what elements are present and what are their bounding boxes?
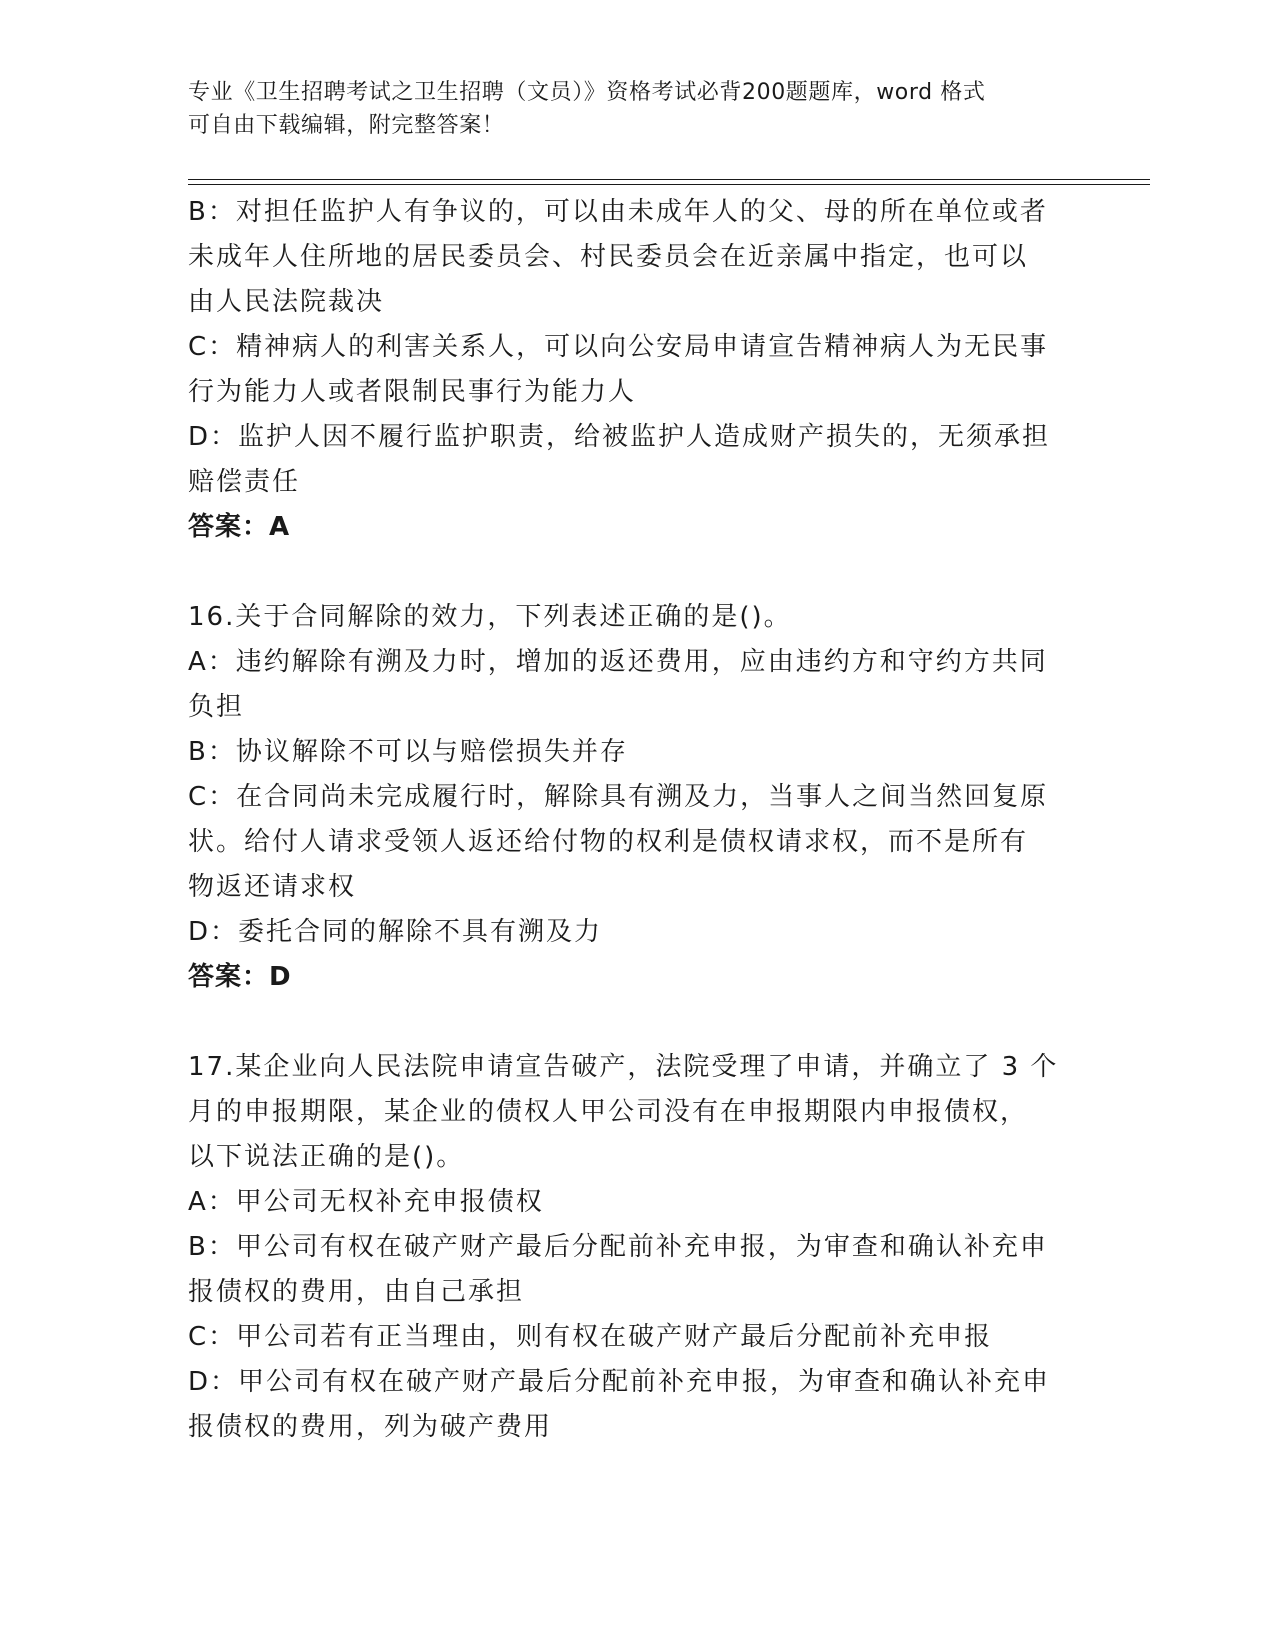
- text-line: 报债权的费用，由自己承担: [188, 1277, 525, 1307]
- text-line: 赔偿责任: [188, 467, 301, 497]
- continued-option-b: [188, 190, 1088, 325]
- text-line: 由人民法院裁决: [188, 287, 385, 317]
- question-content: [188, 190, 1088, 1450]
- option-d: [188, 1360, 1088, 1450]
- question-stem: 月的申报期限，某企业的债权人甲公司没有在申报期限内申报债权，: [188, 1097, 1029, 1127]
- text-line: 报债权的费用，列为破产费用: [188, 1412, 553, 1442]
- spacer: [188, 1000, 1088, 1045]
- option-b: [188, 730, 1088, 775]
- text-line: 负担: [188, 692, 245, 722]
- text-line: 未成年人住所地的居民委员会、村民委员会在近亲属中指定，也可以: [188, 242, 1029, 272]
- text-line: C：在合同尚未完成履行时，解除具有溯及力，当事人之间当然回复原: [188, 782, 1049, 812]
- text-line: 行为能力人或者限制民事行为能力人: [188, 377, 637, 407]
- text-line: D：委托合同的解除不具有溯及力: [188, 917, 603, 947]
- text-line: A：甲公司无权补充申报债权: [188, 1187, 544, 1217]
- option-a: [188, 640, 1088, 730]
- question-17: [188, 1045, 1088, 1450]
- text-line: C：甲公司若有正当理由，则有权在破产财产最后分配前补充申报: [188, 1322, 993, 1352]
- option-d: [188, 910, 1088, 955]
- spacer: [188, 550, 1088, 595]
- continued-option-d: [188, 415, 1088, 505]
- header-rule-top: [188, 179, 1150, 180]
- text-line: B：协议解除不可以与赔偿损失并存: [188, 737, 628, 767]
- question-stem: 17.某企业向人民法院申请宣告破产，法院受理了申请，并确立了 3 个: [188, 1052, 1059, 1082]
- question-stem: 以下说法正确的是()。: [188, 1142, 465, 1172]
- text-line: D：甲公司有权在破产财产最后分配前补充申报，为审查和确认补充申: [188, 1367, 1051, 1397]
- question-16: [188, 595, 1088, 1000]
- text-line: D：监护人因不履行监护职责，给被监护人造成财产损失的，无须承担: [188, 422, 1051, 452]
- option-c: [188, 775, 1088, 910]
- header-line-1: 专业《卫生招聘考试之卫生招聘（文员）》资格考试必背200题题库，word 格式: [188, 80, 986, 105]
- option-b: [188, 1225, 1088, 1315]
- text-line: A：违约解除有溯及力时，增加的返还费用，应由违约方和守约方共同: [188, 647, 1048, 677]
- option-c: [188, 1315, 1088, 1360]
- header-rule-bottom: [188, 184, 1150, 185]
- answer-line: 答案：D: [188, 962, 292, 992]
- question-stem: 16.关于合同解除的效力，下列表述正确的是()。: [188, 602, 792, 632]
- text-line: 状。给付人请求受领人返还给付物的权利是债权请求权，而不是所有: [188, 827, 1029, 857]
- text-line: C：精神病人的利害关系人，可以向公安局申请宣告精神病人为无民事: [188, 332, 1049, 362]
- header-line-2: 可自由下载编辑，附完整答案！: [188, 113, 505, 138]
- text-line: B：甲公司有权在破产财产最后分配前补充申报，为审查和确认补充申: [188, 1232, 1048, 1262]
- continued-option-c: [188, 325, 1088, 415]
- text-line: B：对担任监护人有争议的，可以由未成年人的父、母的所在单位或者: [188, 197, 1048, 227]
- text-line: 物返还请求权: [188, 872, 357, 902]
- option-a: [188, 1180, 1088, 1225]
- page-header: [188, 76, 1088, 142]
- answer-line: 答案：A: [188, 512, 291, 542]
